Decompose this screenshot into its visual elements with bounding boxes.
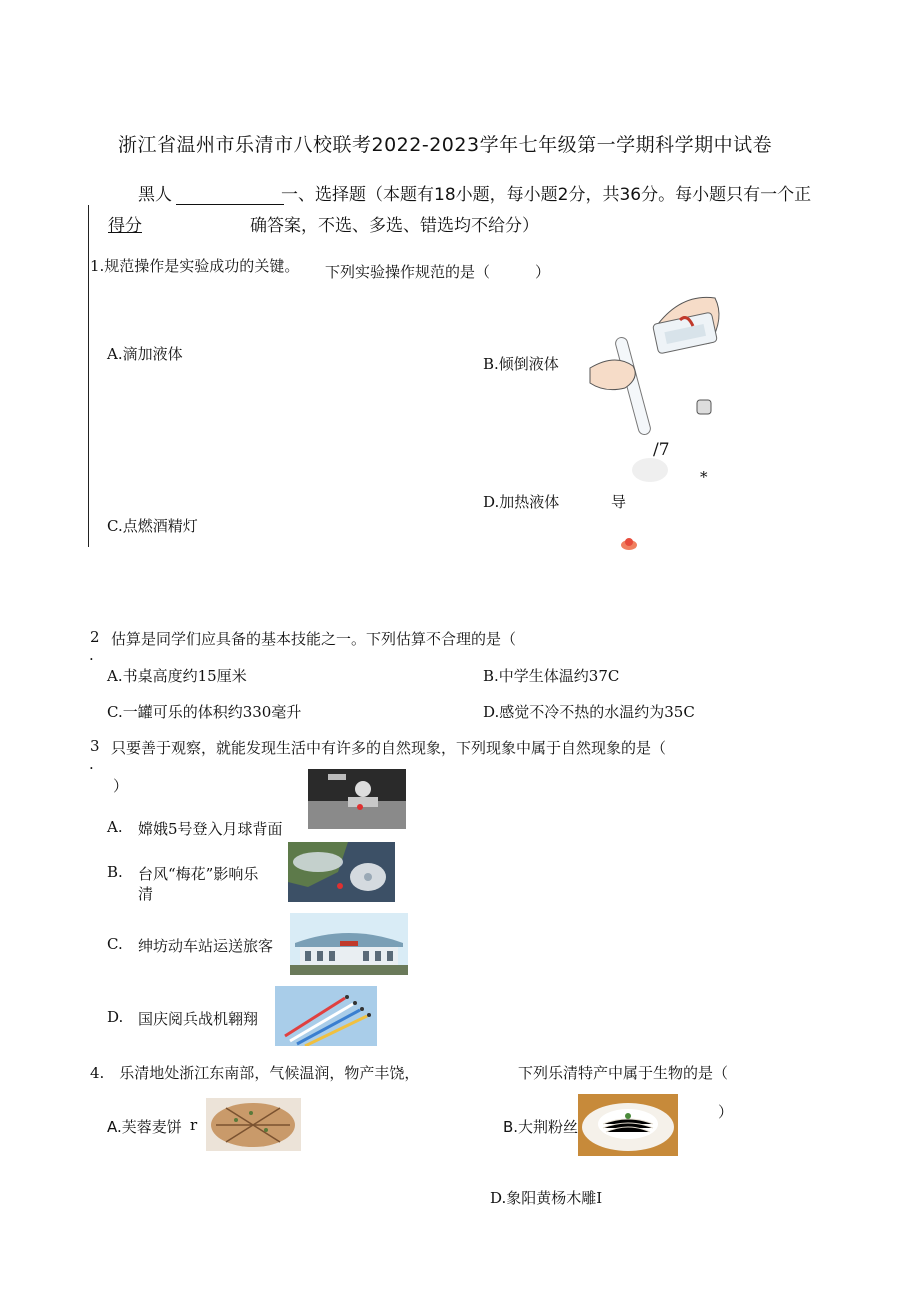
q2-stem: 估算是同学们应具备的基本技能之一。下列估算不合理的是（ bbox=[111, 630, 517, 648]
train-station-photo bbox=[290, 913, 408, 975]
q4-option-a-mark: r bbox=[190, 1116, 198, 1134]
q4-option-a[interactable]: A.芙蓉麦饼 bbox=[107, 1118, 182, 1136]
fig-mark-1: /7 bbox=[653, 440, 670, 460]
typhoon-satellite-photo bbox=[288, 842, 395, 902]
pancake-photo bbox=[206, 1098, 301, 1151]
fig-mark-2: * bbox=[700, 468, 708, 486]
q3-close: ） bbox=[113, 777, 129, 795]
page-title: 浙江省温州市乐清市八校联考2022-2023学年七年级第一学期科学期中试卷 bbox=[118, 134, 773, 156]
score-label: 得分 bbox=[108, 216, 142, 236]
grader-label bbox=[138, 180, 288, 205]
q3-option-b-line2[interactable]: 清 bbox=[138, 885, 154, 903]
q1-option-b[interactable]: B.倾倒液体 bbox=[483, 355, 559, 373]
heating-illustration bbox=[615, 445, 695, 550]
pour-liquid-illustration bbox=[585, 288, 730, 443]
vermicelli-photo bbox=[578, 1094, 678, 1156]
q2-dot: · bbox=[89, 650, 94, 668]
q1-option-c[interactable]: C.点燃酒精灯 bbox=[107, 517, 198, 535]
moon-landing-photo bbox=[308, 769, 406, 829]
q2-option-b[interactable]: B.中学生体温约37C bbox=[483, 667, 620, 685]
q3-option-a-letter[interactable]: A. bbox=[107, 818, 123, 836]
q3-number: 3 bbox=[90, 737, 100, 755]
q2-option-a[interactable]: A.书桌高度约15厘米 bbox=[107, 667, 247, 685]
margin-line bbox=[88, 205, 89, 547]
q3-option-b-line1[interactable]: 台风“梅花”影响乐 bbox=[138, 865, 259, 883]
q4-stem-a: 4. 乐清地处浙江东南部，气候温润，物产丰饶， bbox=[90, 1064, 420, 1082]
q4-close: ） bbox=[718, 1103, 734, 1121]
q1-option-d[interactable]: D.加热液体 bbox=[483, 493, 560, 511]
q1-stem-a: 1.规范操作是实验成功的关键。 bbox=[90, 257, 300, 275]
grader-blank bbox=[176, 186, 284, 205]
q3-option-b-letter[interactable]: B. bbox=[107, 863, 123, 881]
q4-stem-b: 下列乐清特产中属于生物的是（ bbox=[518, 1064, 729, 1082]
jet-formation-photo bbox=[275, 986, 377, 1046]
q4-option-d[interactable]: D.象阳黄杨木雕Ⅰ bbox=[490, 1189, 603, 1207]
q3-option-a[interactable]: 嫦娥5号登入月球背面 bbox=[138, 820, 283, 838]
q3-option-d-letter[interactable]: D. bbox=[107, 1008, 124, 1026]
q1-stem-b: 下列实验操作规范的是（ ） bbox=[325, 263, 551, 281]
grader-text: 黑人 bbox=[138, 185, 172, 205]
q2-number: 2 bbox=[90, 628, 100, 646]
q3-option-c[interactable]: 绅坊动车站运送旅客 bbox=[138, 937, 274, 955]
section-title-cont: 确答案，不选、多选、错选均不给分） bbox=[250, 216, 539, 236]
q3-stem: 只要善于观察，就能发现生活中有许多的自然现象，下列现象中属于自然现象的是（ bbox=[111, 739, 667, 757]
q3-option-c-letter[interactable]: C. bbox=[107, 935, 123, 953]
q1-option-a[interactable]: A.滴加液体 bbox=[107, 345, 183, 363]
q3-dot: · bbox=[89, 759, 94, 777]
q2-option-c[interactable]: C.一罐可乐的体积约330毫升 bbox=[107, 703, 302, 721]
fig-mark-3: 导 bbox=[611, 493, 627, 511]
q4-option-b[interactable]: B.大荆粉丝 bbox=[503, 1118, 579, 1136]
section-title: 一、选择题（本题有18小题，每小题2分，共36分。每小题只有一个正 bbox=[281, 185, 812, 205]
q2-option-d[interactable]: D.感觉不冷不热的水温约为35C bbox=[483, 703, 695, 721]
q3-option-d[interactable]: 国庆阅兵战机翱翔 bbox=[138, 1010, 259, 1028]
